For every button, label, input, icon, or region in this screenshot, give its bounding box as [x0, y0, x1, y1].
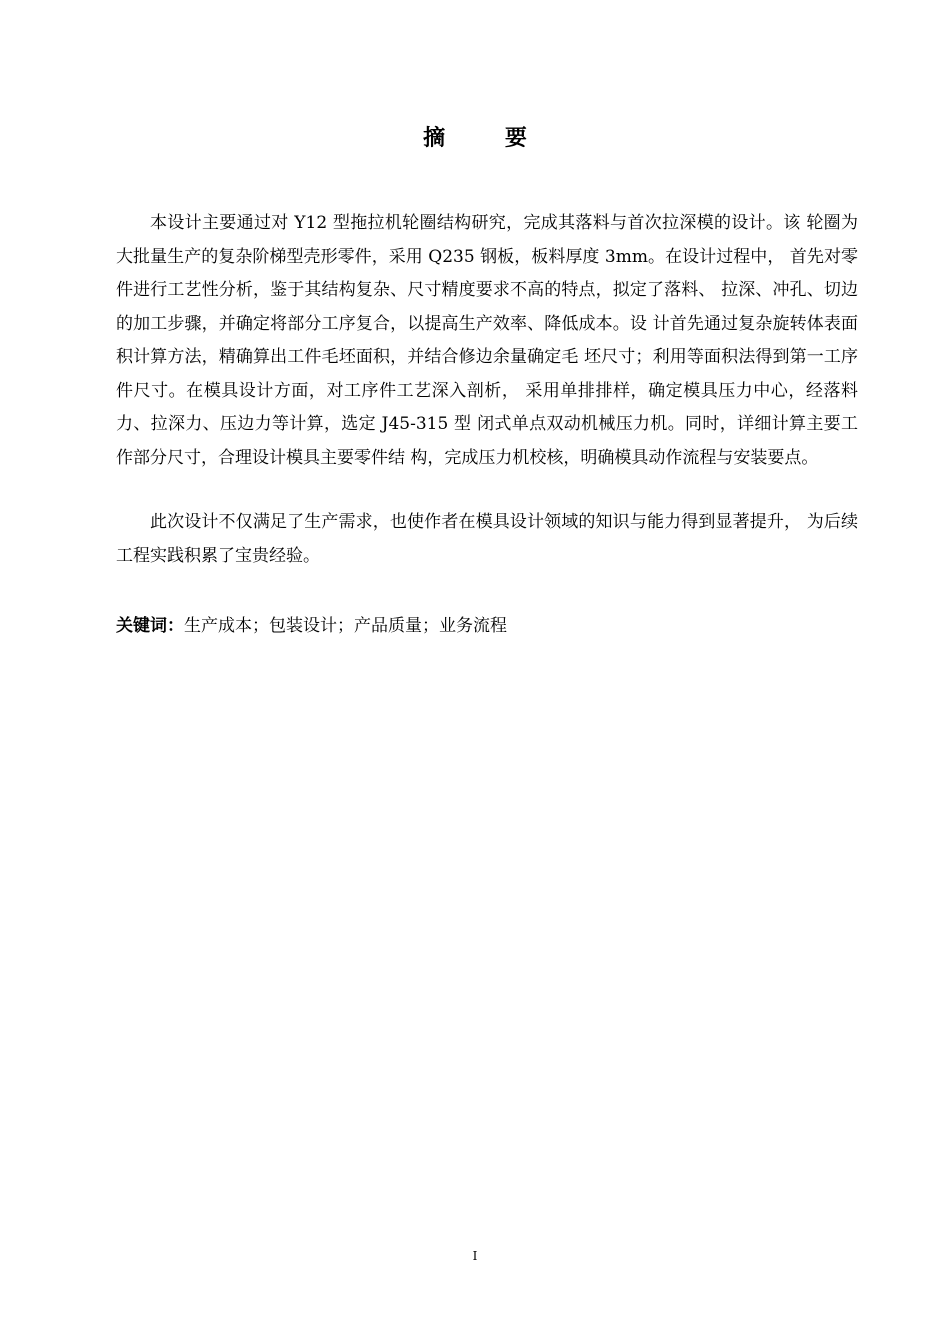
- keywords-line: [116, 610, 858, 643]
- keywords-values: 生产成本；包装设计；产品质量；业务流程: [184, 616, 507, 636]
- keywords-label: 关键词：: [116, 616, 184, 636]
- abstract-paragraph-1: [116, 207, 858, 475]
- abstract-title: 摘 要: [423, 126, 553, 151]
- abstract-paragraph-1-text: 本设计主要通过对 Y12 型拖拉机轮圈结构研究，完成其落料与首次拉深模的设计。该 轮圈为大批量生产的复杂阶梯型壳形零件，采用 Q235 钢板，板料厚度 3mm。在设计过程中， 首先对零件进行工艺性分析，鉴于其结构复杂、尺寸精度要求不高的特点，拟定了落料、 拉深、冲孔、切边的加工步骤，并确定将部分工序复合，以提高生产效率、降低成本。设 计首先通过复杂旋转体表面积计算方法，精确算出工件毛坯面积，并结合修边余量确定毛 坯尺寸；利用等面积法得到第一工序件尺寸。在模具设计方面，对工序件工艺深入剖析， 采用单排排样，确定模具压力中心，经落料力、拉深力、压边力等计算，选定 J45-315 型 闭式单点双动机械压力机。同时，详细计算主要工作部分尺寸，合理设计模具主要零件结 构，完成压力机校核，明确模具动作流程与安装要点。: [116, 213, 858, 468]
- page-number: I: [472, 1249, 478, 1263]
- abstract-paragraph-2-text: 此次设计不仅满足了生产需求，也使作者在模具设计领域的知识与能力得到显著提升， 为后续工程实践积累了宝贵经验。: [116, 512, 858, 566]
- abstract-paragraph-2: [116, 506, 858, 573]
